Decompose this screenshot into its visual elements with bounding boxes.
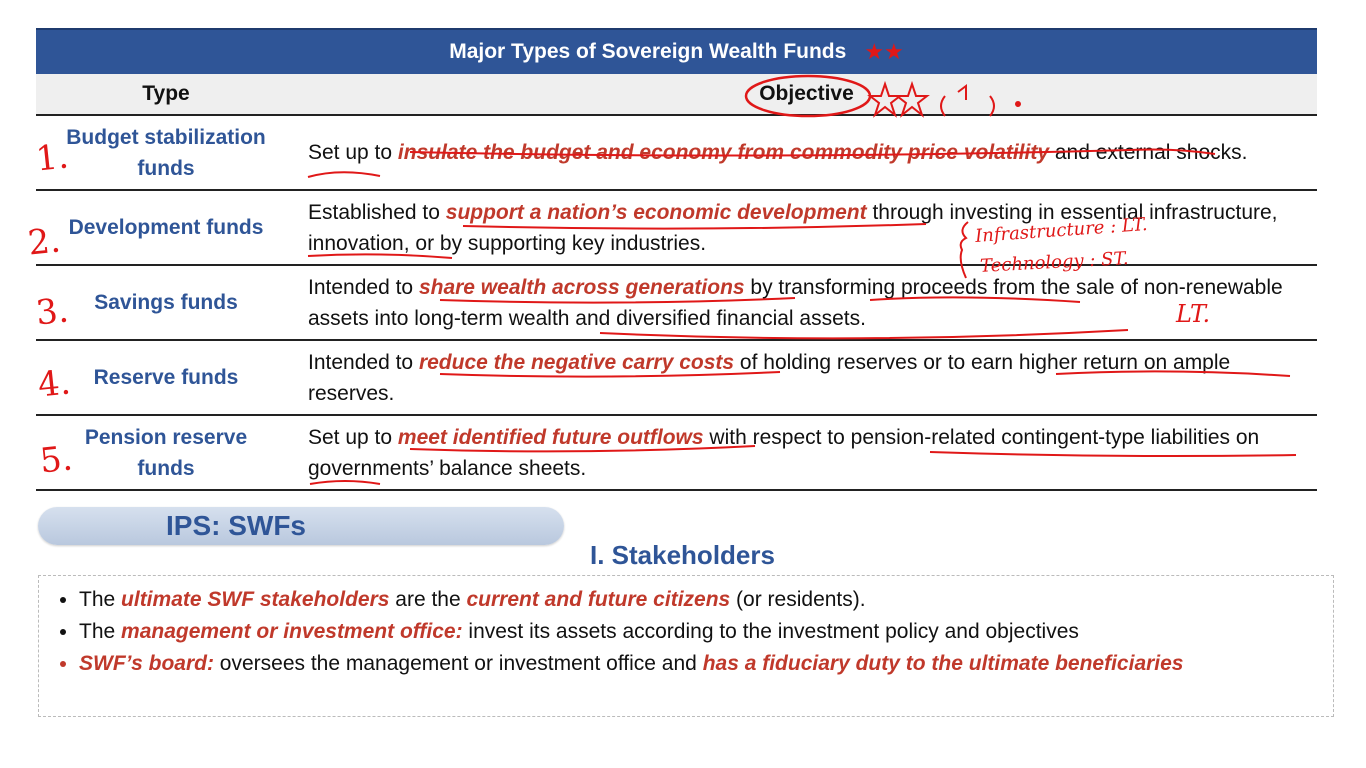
- objective-text: Set up to: [308, 425, 398, 449]
- objective-highlight: reduce the negative carry costs: [418, 350, 735, 374]
- header-objective: Objective: [759, 82, 854, 105]
- bullet-text: invest its assets according to the investment policy and objectives: [462, 620, 1079, 643]
- handwritten-number: 3.: [33, 290, 71, 334]
- objective-text: Intended to: [308, 350, 419, 374]
- type-label: funds: [137, 456, 195, 480]
- objective-text: with respect to pension-related contingent-type liabilities on governments’ balance sheets.: [308, 425, 1260, 480]
- handwritten-number: 4.: [35, 362, 73, 406]
- objective-text: Established to: [308, 200, 446, 224]
- objective-cell: [296, 347, 1317, 409]
- objective-highlight: insulate the budget and economy from commodity price volatility: [397, 141, 1050, 164]
- bullet-highlight: ultimate SWF stakeholders: [121, 588, 390, 611]
- bullet-text: oversees the management or investment office and: [213, 652, 703, 675]
- section-pill: [38, 507, 564, 545]
- type-cell: [36, 362, 296, 393]
- section-title: I. Stakeholders: [590, 540, 775, 570]
- table-title-bar: [36, 28, 1317, 74]
- handwritten-number: 1.: [33, 136, 71, 180]
- header-type: Type: [142, 82, 190, 105]
- bullet-text: The: [79, 588, 122, 611]
- bullet-highlight: SWF’s board:: [79, 652, 214, 675]
- handwritten-note-infrastructure: Infrastructure : LT.: [974, 214, 1149, 247]
- objective-highlight: meet identified future outflows: [397, 425, 704, 449]
- table-row: [33, 116, 1317, 191]
- type-label: Reserve funds: [93, 366, 239, 389]
- type-cell: [36, 287, 296, 318]
- list-item: [79, 584, 1313, 616]
- type-label: Development funds: [68, 216, 264, 239]
- type-cell: [36, 422, 296, 484]
- table-title: Major Types of Sovereign Wealth Funds: [449, 40, 847, 63]
- handwritten-number: 5.: [37, 438, 75, 482]
- bullet-highlight: current and future citizens: [466, 588, 731, 611]
- list-item: [79, 648, 1313, 680]
- objective-text: Intended to: [308, 275, 419, 299]
- stakeholders-list: [38, 575, 1334, 717]
- objective-highlight: share wealth across generations: [418, 275, 745, 299]
- objective-highlight: support a nation’s economic development: [445, 200, 867, 224]
- bullet-highlight: management or investment office:: [121, 620, 463, 643]
- type-label: Savings funds: [94, 291, 238, 314]
- list-item: [79, 616, 1313, 648]
- objective-cell: [296, 422, 1317, 484]
- star-icon: ★★: [864, 39, 904, 64]
- handwritten-note-technology: Technology : ST.: [979, 248, 1130, 277]
- objective-text: Set up to: [308, 141, 398, 164]
- bullet-highlight: has a fiduciary duty to the ultimate beneficiaries: [702, 652, 1184, 675]
- objective-text: by transforming proceeds from the sale of non-renewable assets into long-term wealth and diversified financial assets.: [308, 275, 1283, 330]
- handwritten-note-lt: LT.: [1176, 300, 1211, 328]
- bullet-text: The: [79, 620, 122, 643]
- type-cell: [36, 212, 296, 243]
- section-pill-label: IPS: SWFs: [165, 510, 306, 541]
- bullet-text: (or residents).: [730, 588, 866, 611]
- handwritten-number: 2.: [25, 220, 63, 264]
- objective-text: and external shocks.: [1049, 141, 1248, 164]
- table-row: [33, 266, 1317, 341]
- objective-cell: [296, 197, 1317, 259]
- table-header-row: [36, 74, 1317, 116]
- type-label: Pension reserve: [84, 425, 248, 449]
- bullet-text: are the: [389, 588, 467, 611]
- type-label: funds: [137, 156, 195, 180]
- table-row: [36, 416, 1317, 491]
- type-cell: [33, 122, 296, 184]
- objective-cell: [296, 272, 1317, 334]
- objective-text: through investing in essential infrastructure, innovation, or by supporting key industries.: [308, 200, 1278, 255]
- objective-cell: [296, 137, 1317, 168]
- table-row: [36, 341, 1317, 416]
- type-label: Budget stabilization: [66, 125, 266, 149]
- objective-text: of holding reserves or to earn higher return on ample reserves.: [308, 350, 1231, 405]
